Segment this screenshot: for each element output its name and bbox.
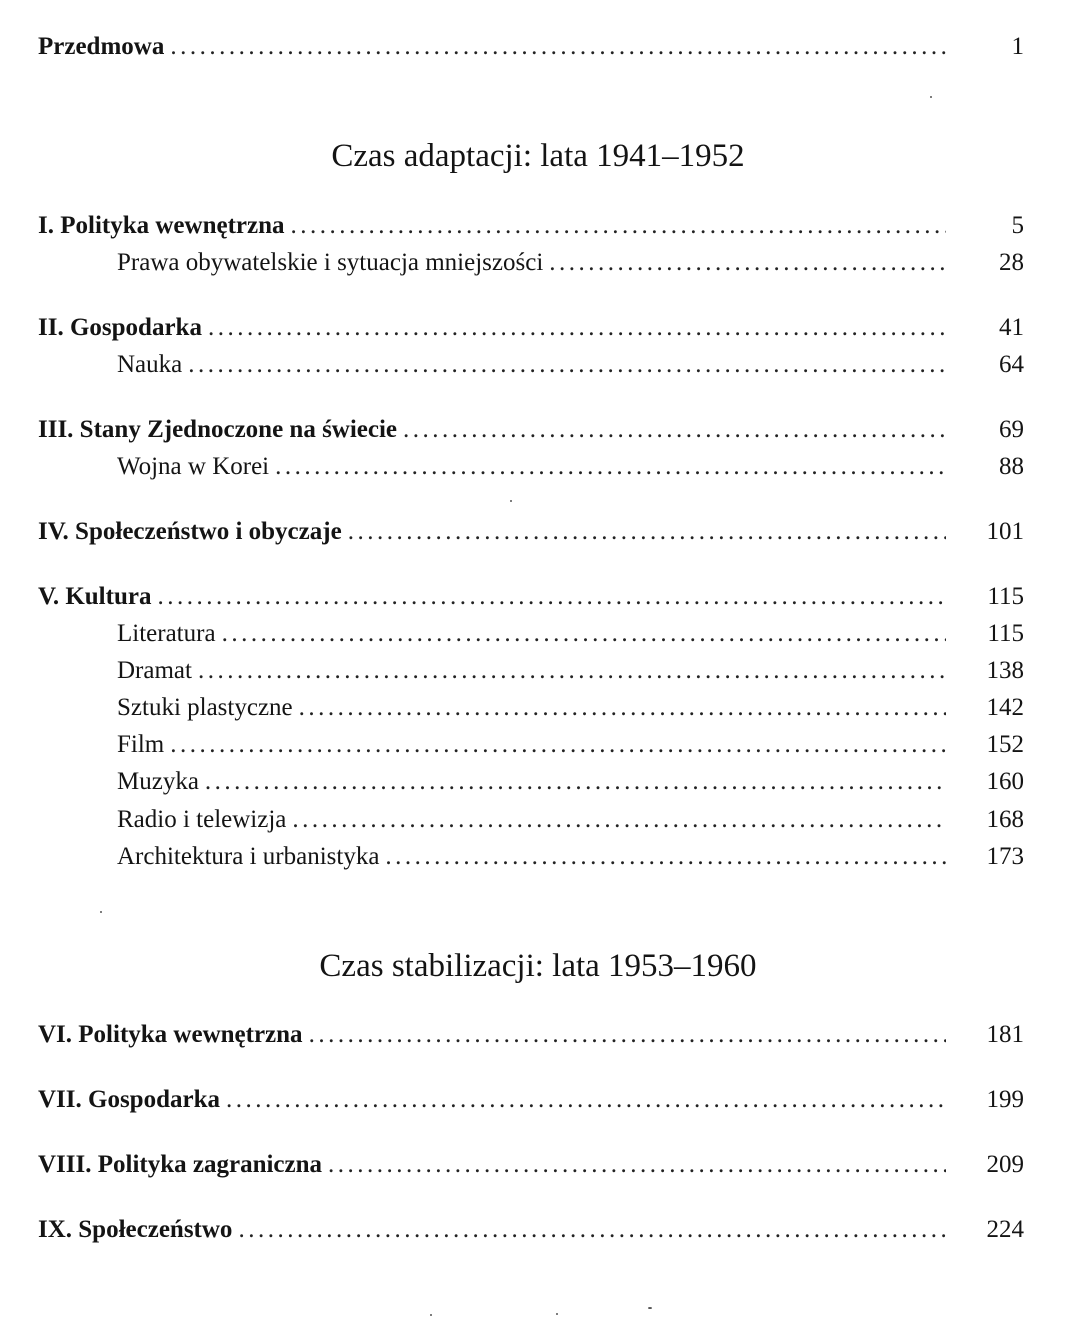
dot-leader bbox=[403, 413, 946, 447]
page-number: 115 bbox=[987, 620, 1024, 647]
toc-entry-section[interactable] bbox=[117, 840, 1024, 874]
dot-leader bbox=[549, 246, 946, 280]
toc-entry-chapter[interactable] bbox=[38, 1018, 1024, 1052]
page-number: 69 bbox=[999, 416, 1024, 443]
page-number: 64 bbox=[999, 351, 1024, 378]
entry-title: Nauka bbox=[117, 351, 183, 378]
entry-title: Film bbox=[117, 731, 165, 758]
page-number: 224 bbox=[986, 1216, 1024, 1243]
dot-leader bbox=[170, 728, 946, 762]
scan-speck bbox=[556, 1313, 558, 1315]
toc-entry-chapter[interactable] bbox=[38, 209, 1024, 243]
toc-entry-chapter[interactable] bbox=[38, 413, 1024, 447]
dot-leader bbox=[205, 765, 946, 799]
entry-title: I. Polityka wewnętrzna bbox=[38, 212, 285, 239]
part-heading: Czas stabilizacji: lata 1953–1960 bbox=[319, 948, 757, 984]
page-number: 160 bbox=[986, 768, 1024, 795]
scan-speck bbox=[648, 1307, 652, 1309]
entry-title: Sztuki plastyczne bbox=[117, 694, 293, 721]
toc-entry-section[interactable] bbox=[117, 246, 1024, 280]
entry-title: VIII. Polityka zagraniczna bbox=[38, 1151, 323, 1178]
entry-title: VII. Gospodarka bbox=[38, 1086, 220, 1113]
dot-leader bbox=[198, 654, 946, 688]
page-number: 168 bbox=[986, 806, 1024, 833]
page-number: 5 bbox=[1011, 212, 1024, 239]
toc-entry-chapter[interactable] bbox=[38, 1213, 1024, 1247]
toc-entry-chapter[interactable] bbox=[38, 515, 1024, 549]
toc-entry-section[interactable] bbox=[117, 728, 1024, 762]
toc-entry-chapter[interactable] bbox=[38, 311, 1024, 345]
toc-entry-section[interactable] bbox=[117, 765, 1024, 799]
page-number: 1 bbox=[1011, 33, 1024, 60]
dot-leader bbox=[157, 580, 946, 614]
page-number: 41 bbox=[999, 314, 1024, 341]
entry-title: V. Kultura bbox=[38, 583, 152, 610]
entry-title: Radio i telewizja bbox=[117, 806, 287, 833]
toc-entry-preface[interactable] bbox=[38, 30, 1024, 64]
dot-leader bbox=[188, 348, 946, 382]
entry-title: Wojna w Korei bbox=[117, 453, 270, 480]
scan-speck bbox=[100, 911, 102, 913]
entry-title: Dramat bbox=[117, 657, 192, 684]
toc-entry-section[interactable] bbox=[117, 691, 1024, 725]
entry-title: Muzyka bbox=[117, 768, 199, 795]
entry-title: II. Gospodarka bbox=[38, 314, 202, 341]
page-number: 28 bbox=[999, 249, 1024, 276]
dot-leader bbox=[292, 803, 946, 837]
entry-title: IX. Społeczeństwo bbox=[38, 1216, 233, 1243]
entry-title: Prawa obywatelskie i sytuacja mniejszości bbox=[117, 249, 544, 276]
entry-title: Przedmowa bbox=[38, 33, 165, 60]
toc-entry-section[interactable] bbox=[117, 348, 1024, 382]
dot-leader bbox=[291, 209, 947, 243]
page-number: 88 bbox=[999, 453, 1024, 480]
toc-entry-section[interactable] bbox=[117, 450, 1024, 484]
page-number: 138 bbox=[986, 657, 1024, 684]
dot-leader bbox=[170, 30, 946, 64]
entry-title: Literatura bbox=[117, 620, 216, 647]
entry-title: IV. Społeczeństwo i obyczaje bbox=[38, 518, 342, 545]
dot-leader bbox=[275, 450, 946, 484]
scan-speck bbox=[930, 96, 932, 98]
dot-leader bbox=[226, 1083, 946, 1117]
scan-speck bbox=[430, 1314, 432, 1316]
toc-entry-section[interactable] bbox=[117, 803, 1024, 837]
toc-entry-section[interactable] bbox=[117, 654, 1024, 688]
toc-entry-section[interactable] bbox=[117, 617, 1024, 651]
dot-leader bbox=[238, 1213, 946, 1247]
dot-leader bbox=[299, 691, 946, 725]
part-heading: Czas adaptacji: lata 1941–1952 bbox=[331, 138, 745, 174]
scan-speck bbox=[510, 500, 512, 502]
page-number: 199 bbox=[986, 1086, 1024, 1113]
page-number: 115 bbox=[987, 583, 1024, 610]
dot-leader bbox=[222, 617, 946, 651]
page-number: 173 bbox=[986, 843, 1024, 870]
page-number: 209 bbox=[986, 1151, 1024, 1178]
dot-leader bbox=[328, 1148, 946, 1182]
dot-leader bbox=[309, 1018, 946, 1052]
entry-title: Architektura i urbanistyka bbox=[117, 843, 380, 870]
page-number: 152 bbox=[986, 731, 1024, 758]
toc-entry-chapter[interactable] bbox=[38, 1083, 1024, 1117]
entry-title: III. Stany Zjednoczone na świecie bbox=[38, 416, 398, 443]
page-number: 142 bbox=[986, 694, 1024, 721]
toc-entry-chapter[interactable] bbox=[38, 580, 1024, 614]
page-number: 101 bbox=[986, 518, 1024, 545]
entry-title: VI. Polityka wewnętrzna bbox=[38, 1021, 303, 1048]
dot-leader bbox=[348, 515, 946, 549]
toc-entry-chapter[interactable] bbox=[38, 1148, 1024, 1182]
page-number: 181 bbox=[986, 1021, 1024, 1048]
dot-leader bbox=[385, 840, 946, 874]
dot-leader bbox=[208, 311, 946, 345]
